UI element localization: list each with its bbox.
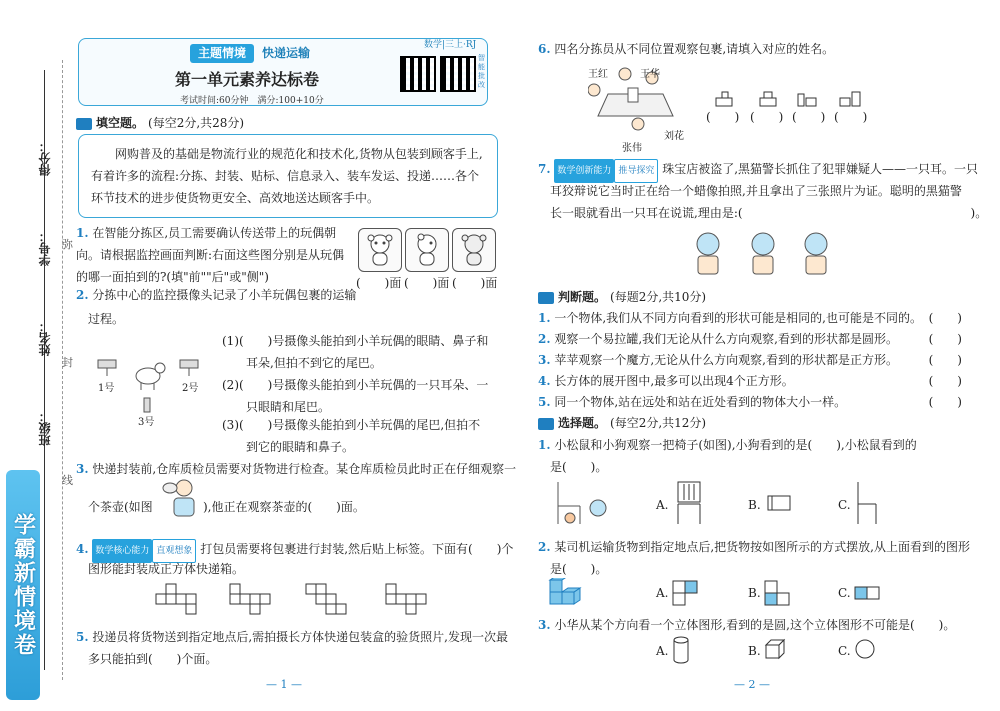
choice-3-number: 3. [538,618,551,632]
q6-blank-1[interactable]: ( ) [706,110,740,124]
net-2 [230,584,270,614]
camera-2-icon [180,360,198,376]
choice-2-option-c[interactable]: C. [838,586,851,600]
judge-3-answer[interactable]: ( ) [928,353,962,367]
top-view-option-c [854,586,880,600]
cube-nets-figure [150,582,450,616]
section-3-heading [538,416,706,431]
q7-number: 7. [538,162,551,176]
name-zhangwei: 张伟 [622,143,642,154]
q5-text-1: 投递员将货物送到指定地点后,需拍摄长方体快递包装盒的验货照片,发现一次最 [92,630,508,644]
q3-text-1: 快递封装前,仓库质检员需要对货物进行检查。某仓库质检员此时正在仔细观察一 [92,462,517,476]
page-number-1: — 1 — [266,678,302,691]
section-2-heading [538,290,706,305]
q6-text: 四名分拣员从不同位置观察包裹,请填入对应的姓名。 [554,42,835,56]
choice-2-number: 2. [538,540,551,554]
q1-number: 1. [76,226,89,240]
choice-3-text: 小华从某个方向看一个立体图形,看到的是圆,这个立体图形不可能是( )。 [554,618,956,632]
wax-figure-photos [688,230,838,278]
cylinder-icon [672,636,690,664]
top-view-option-a [672,580,698,606]
q2-text-2: 过程。 [88,312,125,326]
qr-code-1 [400,56,436,92]
qr-side-text: 智能批改 [478,54,485,89]
chair-animals-figure [552,478,614,528]
name-liuhua: 刘花 [664,131,684,142]
q5-number: 5. [76,630,89,644]
dog-icon [590,500,606,516]
choice-question-1 [538,434,917,456]
q1-blank-2[interactable]: ( )面 [404,276,450,290]
section-2-note: (每题2分,共10分) [610,290,707,304]
judge-4-number: 4. [538,374,551,388]
choice-1-text-2: 是( )。 [550,460,608,474]
q2-text-1: 分拣中心的监控摄像头记录了小羊玩偶包裹的运输 [92,288,357,302]
q3-text-2a: 个茶壶(如图 [88,500,153,514]
q6-blank-2[interactable]: ( ) [750,110,784,124]
photo-1 [697,233,719,274]
inspector-teapot-icon [160,476,202,520]
judge-2-answer[interactable]: ( ) [928,332,962,346]
choice-1-option-b[interactable]: B. [748,498,761,512]
squirrel-icon [565,513,575,523]
choice-2-option-b[interactable]: B. [748,586,761,600]
brand-logo: 学霸新情境卷 [6,470,40,700]
section-1-title: 填空题。 [96,116,145,130]
q2-item-2-cont: 只眼睛和尾巴。 [246,400,331,414]
q4-badge-skill: 直观想象 [152,539,196,563]
net-1 [156,584,196,614]
toy-view-3 [452,228,496,272]
section-3-title: 选择题。 [558,416,607,430]
question-5 [76,626,508,648]
section-2-marker [538,292,554,304]
toy-view-1 [358,228,402,272]
q4-badge-core: 数学核心能力 [92,539,152,563]
judge-3-number: 3. [538,353,551,367]
binding-mark-1: 弥 [62,238,73,251]
q7-text-3: 长一眼就看出一只耳在说谎,理由是:( )。 [550,206,988,220]
judge-1-text: 一个物体,我们从不同方向看到的形状可能是相同的,也可能是不同的。 [554,311,922,325]
choice-2-text-2: 是( )。 [550,562,608,576]
q2-item-3-cont: 到它的眼睛和鼻子。 [246,440,355,454]
question-6 [538,38,834,60]
cube-icon [764,638,786,660]
q5-text-2: 多只能拍到( )个面。 [88,652,218,666]
judge-4-answer[interactable]: ( ) [928,374,962,388]
judge-2-number: 2. [538,332,551,346]
choice-1-option-a[interactable]: A. [656,498,669,512]
net-4 [386,584,426,614]
qr-code-2 [440,56,476,92]
chair-front-view [674,480,704,526]
q3-text-2b: ),他正在观察茶壶的( )面。 [203,500,365,514]
camera-3-label: 3号 [138,417,155,428]
judge-item-5 [538,392,962,413]
judge-5-text: 同一个物体,站在远处和站在近处看到的物体大小一样。 [554,395,847,409]
q6-blank-3[interactable]: ( ) [792,110,826,124]
binding-mark-2: 封 [62,356,73,369]
grade-label: 数学|三上·RJ [424,40,477,50]
photo-2 [752,233,774,274]
judgement-list [538,308,962,413]
section-3-note: (每空2分,共12分) [610,416,707,430]
judge-5-number: 5. [538,395,551,409]
page-title: 第一单元素养达标卷 [175,70,320,89]
top-view-option-b [764,580,790,606]
toy-view-2 [405,228,449,272]
question-2 [76,284,356,306]
page-number-2: — 2 — [734,678,770,691]
judge-5-answer[interactable]: ( ) [928,395,962,409]
exam-info: 考试时间:60分钟 满分:100+10分 [180,96,324,106]
judge-item-1 [538,308,962,329]
q4-number: 4. [76,542,89,556]
theme-tag: 主题情境 [190,44,254,63]
section-1-note: (每空2分,共28分) [148,116,245,130]
q1-blank-3[interactable]: ( )面 [452,276,498,290]
choice-question-2 [538,536,970,558]
judge-3-text: 苹苹观察一个魔方,无论从什么方向观察,看到的形状都是正方形。 [554,353,898,367]
sheep-icon [136,363,165,390]
section-2-title: 判断题。 [558,290,607,304]
q4-text-1: 打包员需要将包裹进行封装,然后贴上标签。下面有( )个 [200,542,514,556]
q6-number: 6. [538,42,551,56]
q7-badge-core: 数学创新能力 [554,159,614,183]
q3-number: 3. [76,462,89,476]
camera-1-icon [98,360,116,376]
name-wanghong: 王红 [588,69,608,80]
class-field-label: 班级： [38,410,52,446]
choice-question-3 [538,614,955,636]
q4-text-2: 图形能封装成正方体快递箱。 [88,562,245,576]
choice-1-number: 1. [538,438,551,452]
judge-2-text: 观察一个易拉罐,我们无论从什么方向观察,看到的形状都是圆形。 [554,332,898,346]
binding-mark-3: 线 [62,474,73,487]
camera-1-label: 1号 [98,383,115,394]
sphere-icon [854,638,876,660]
section-3-marker [538,418,554,430]
chair-side-view [854,480,880,526]
choice-1-text-1: 小松鼠和小狗观察一把椅子(如图),小狗看到的是( ),小松鼠看到的 [554,438,917,452]
q7-badge-skill: 推导探究 [614,159,658,183]
choice-3-option-a[interactable]: A. [656,644,669,658]
choice-2-option-a[interactable]: A. [656,586,669,600]
context-passage: 网购普及的基础是物流行业的规范化和技术化,货物从包装到顾客手上,有着许多的流程:分拣、封装、贴标、信息录入、装车发运、投递……各个环节技术的进步使货物更安全、高效地送达顾客手中。 [78,134,498,218]
choice-2-text-1: 某司机运输货物到指定地点后,把货物按如图所示的方式摆放,从上面看到的图形 [554,540,970,554]
q1-text: 在智能分拣区,员工需要确认传送带上的玩偶朝向。请根据监控画面判断:右面这些图分别是从玩偶的哪一面拍到的?(填"前""后"或"侧") [76,226,345,284]
net-3 [306,584,346,614]
name-field-label: 姓名： [38,320,52,356]
choice-3-option-c[interactable]: C. [838,644,851,658]
section-1-marker [76,118,92,130]
section-1-heading [76,116,244,131]
q2-item-1-cont: 耳朵,但拍不到它的尾巴。 [246,356,382,370]
camera-3-icon [144,398,150,412]
q2-item-3: (3)( )号摄像头能拍到小羊玩偶的尾巴,但拍不 [222,418,481,432]
choice-1-option-c[interactable]: C. [838,498,851,512]
q2-item-1: (1)( )号摄像头能拍到小羊玩偶的眼睛、鼻子和 [222,334,489,348]
question-3 [76,458,516,480]
score-field-label: 得分： [38,140,52,176]
cube-stack-figure [548,578,586,608]
q6-blank-4[interactable]: ( ) [834,110,868,124]
choice-3-option-b[interactable]: B. [748,644,761,658]
q1-blank-1[interactable]: ( )面 [356,276,402,290]
theme-name: 快递运输 [262,46,311,60]
question-1 [76,222,356,288]
q7-text-1: 珠宝店被盗了,黑猫警长抓住了犯罪嫌疑人——一只耳。一只 [662,162,979,176]
photo-3 [805,233,827,274]
chair-top-view [766,494,792,512]
judge-1-number: 1. [538,311,551,325]
student-id-field-label: 学号： [38,230,52,266]
camera-2-label: 2号 [182,383,199,394]
judge-4-text: 长方体的展开图中,最多可以出现4个正方形。 [554,374,794,388]
q7-text-2: 耳狡辩说它当时正在给一个蜡像拍照,并且拿出了三张照片为证。聪明的黑猫警 [550,184,962,198]
name-wanghua: 王华 [640,69,660,80]
judge-item-4 [538,371,962,392]
q2-item-2: (2)( )号摄像头能拍到小羊玩偶的一只耳朵、一 [222,378,489,392]
judge-item-3 [538,350,962,371]
judge-1-answer[interactable]: ( ) [928,311,962,325]
judge-item-2 [538,329,962,350]
q2-number: 2. [76,288,89,302]
cut-dashed-line [62,60,63,680]
